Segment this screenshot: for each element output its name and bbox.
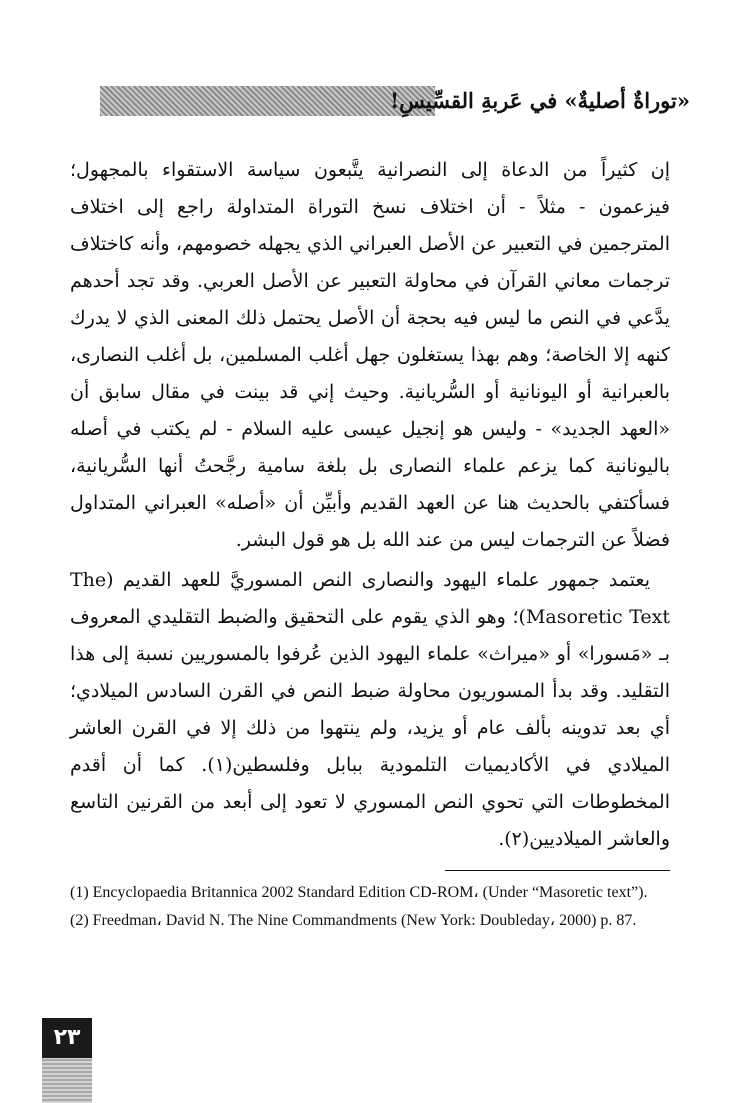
footnote-separator (445, 870, 670, 871)
page-number: ٢٣ (53, 1025, 81, 1050)
footnote-2: (2) Freedman، David N. The Nine Commandments (New York: Doubleday، 2000) p. 87. (70, 912, 637, 929)
footnotes (70, 881, 670, 937)
running-head-title: «توراةٌ أصليةٌ» في عَربةِ القسِّيسِ! (389, 88, 690, 113)
footnote-1: (1) Encyclopaedia Britannica 2002 Standard Edition CD-ROM، (Under “Masoretic text”). (70, 884, 648, 901)
header-decorative-bar (100, 86, 435, 116)
page-number-tab (42, 1018, 92, 1103)
body-paragraph-1: إن كثيراً من الدعاة إلى النصرانية يتَّبعون سياسة الاستقواء بالمجهول؛ فيزعمون - مثلاً - أن اختلاف نسخ التوراة المتداولة راجع إلى اختلاف المترجمين في التعبير عن الأصل العبراني الذي يجهله خصومهم، وأنه كاختلاف ترجمات معاني القرآن في محاولة التعبير عن الأصل العربي. وقد تجد أحدهم يدَّعي في النص ما ليس فيه بحجة أن الأصل يحتمل ذلك المعنى الذي لا يدرك كنهه إلا الخاصة؛ وهم بهذا يستغلون جهل أغلب المسلمين، بل أغلب النصارى، بالعبرانية أو اليونانية أو السُّريانية. وحيث إني قد بينت في مقال سابق أن «العهد الجديد» - وليس هو إنجيل عيسى عليه السلام - لم يكتب في أصله باليونانية كما يزعم علماء النصارى بل بلغة سامية رجَّحتُ أنها السُّريانية، فسأكتفي بالحديث هنا عن العهد القديم وأبيِّن أن «أصله» العبراني المتداول فضلاً عن الترجمات ليس من عند الله بل هو قول البشر. (70, 159, 670, 551)
body-paragraph-2: يعتمد جمهور علماء اليهود والنصارى النص المسوريَّ للعهد القديم (The Masoretic Text)؛ وهو الذي يقوم على التحقيق والضبط التقليدي المعروف بـ «مَسورا» أو «ميراث» علماء اليهود الذين عُرفوا بالمسوريين نسبة إلى هذا التقليد. وقد بدأ المسوريون محاولة ضبط النص في القرن السادس الميلادي؛ أي بعد تدوينه بألف عام أو يزيد، ولم ينتهوا من ذلك إلا في القرن العاشر الميلادي في الأكاديميات التلمودية ببابل وفلسطين(١). كما أن أقدم المخطوطات التي تحوي النص المسوري لا تعود إلى أبعد من القرنين التاسع والعاشر الميلاديين(٢). (70, 569, 671, 850)
